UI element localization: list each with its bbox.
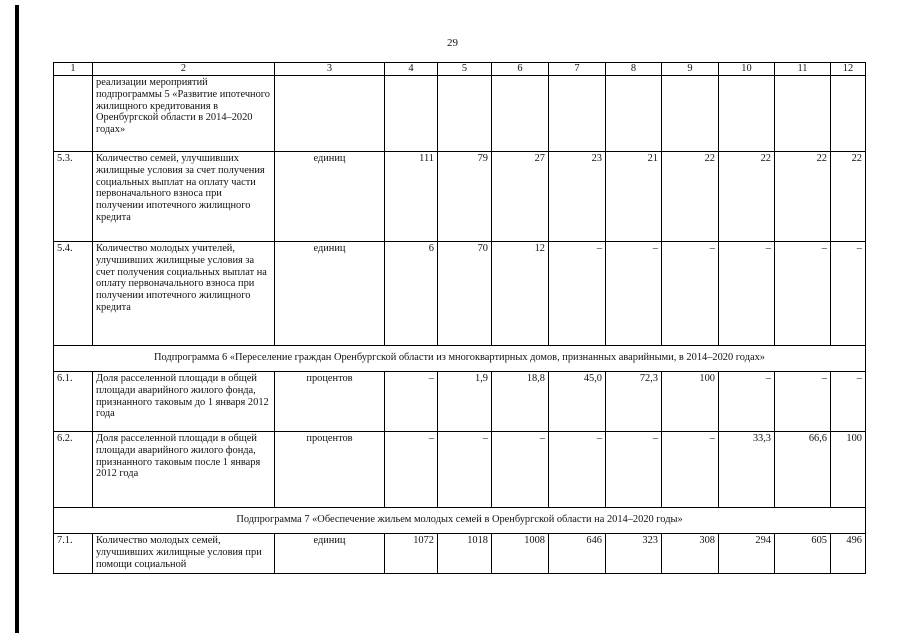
indicator-value: – (775, 242, 831, 346)
indicator-code: 5.4. (54, 242, 93, 346)
table-row (54, 76, 866, 152)
page-number: 29 (447, 37, 458, 49)
column-number-row (54, 63, 866, 76)
indicator-value: – (385, 432, 438, 508)
subprogram-title: Подпрограмма 7 «Обеспечение жильем молодых семей в Оренбургской области на 2014–2020 годы» (54, 508, 866, 534)
column-number-11: 11 (775, 63, 831, 76)
indicator-value: – (662, 432, 719, 508)
indicator-value: 22 (775, 152, 831, 242)
indicator-value: 100 (831, 432, 866, 508)
indicator-value: – (549, 432, 606, 508)
column-number-4: 4 (385, 63, 438, 76)
indicator-value: – (606, 432, 662, 508)
subprogram-title: Подпрограмма 6 «Переселение граждан Оренбургской области из многоквартирных домов, признанных аварийными, в 2014–2020 годах» (54, 346, 866, 372)
column-number-2: 2 (93, 63, 275, 76)
indicator-value: 646 (549, 534, 606, 574)
indicator-value: 496 (831, 534, 866, 574)
table-row (54, 432, 866, 508)
indicator-code (54, 76, 93, 152)
indicator-value: 1072 (385, 534, 438, 574)
column-number-9: 9 (662, 63, 719, 76)
indicator-unit: процентов (275, 372, 385, 432)
table-row (54, 152, 866, 242)
column-number-6: 6 (492, 63, 549, 76)
indicator-value: 22 (831, 152, 866, 242)
indicator-value: – (775, 372, 831, 432)
indicator-value: 12 (492, 242, 549, 346)
indicator-name: Количество семей, улучшивших жилищные условия за счет получения социальных выплат на оплату части первоначального взноса при получении ипотечного жилищного кредита (93, 152, 275, 242)
indicator-value: 27 (492, 152, 549, 242)
indicator-value: 1,9 (438, 372, 492, 432)
indicator-name: Доля расселенной площади в общей площади аварийного жилого фонда, признанного таковым до 1 января 2012 года (93, 372, 275, 432)
table-row (54, 534, 866, 574)
indicator-unit: единиц (275, 152, 385, 242)
indicator-value: 45,0 (549, 372, 606, 432)
indicator-value: 22 (662, 152, 719, 242)
indicator-value: 79 (438, 152, 492, 242)
column-number-10: 10 (719, 63, 775, 76)
indicator-value (492, 76, 549, 152)
indicator-name: Количество молодых учителей, улучшивших жилищные условия за счет получения социальных выплат на оплату первоначального взноса при получении ипотечного жилищного кредита (93, 242, 275, 346)
indicator-value: 308 (662, 534, 719, 574)
indicator-code: 7.1. (54, 534, 93, 574)
indicator-value (549, 76, 606, 152)
indicator-name: реализации мероприятий подпрограммы 5 «Развитие ипотечного жилищного кредитования в Оренбургской области в 2014–2020 годах» (93, 76, 275, 152)
indicator-value: 18,8 (492, 372, 549, 432)
indicator-unit (275, 76, 385, 152)
indicator-value: – (719, 242, 775, 346)
indicator-value: 111 (385, 152, 438, 242)
indicator-value: – (662, 242, 719, 346)
indicator-value: – (606, 242, 662, 346)
indicator-code: 5.3. (54, 152, 93, 242)
indicator-value: – (719, 372, 775, 432)
indicator-value: 323 (606, 534, 662, 574)
indicator-value: 294 (719, 534, 775, 574)
indicator-unit: единиц (275, 534, 385, 574)
indicator-value (719, 76, 775, 152)
indicator-code: 6.2. (54, 432, 93, 508)
indicator-value: – (831, 242, 866, 346)
column-number-7: 7 (549, 63, 606, 76)
indicator-unit: единиц (275, 242, 385, 346)
binding-edge (15, 5, 19, 633)
indicator-code: 6.1. (54, 372, 93, 432)
indicator-value: 605 (775, 534, 831, 574)
indicator-value (662, 76, 719, 152)
indicator-value: 72,3 (606, 372, 662, 432)
column-number-1: 1 (54, 63, 93, 76)
indicator-value: 33,3 (719, 432, 775, 508)
indicator-value: 70 (438, 242, 492, 346)
table-body (54, 76, 866, 574)
indicator-value: 66,6 (775, 432, 831, 508)
subprogram-header-row (54, 508, 866, 534)
indicator-value: 23 (549, 152, 606, 242)
table-row (54, 242, 866, 346)
indicator-value: 1018 (438, 534, 492, 574)
indicator-value: – (492, 432, 549, 508)
indicator-value: – (438, 432, 492, 508)
indicator-unit: процентов (275, 432, 385, 508)
indicator-value: 22 (719, 152, 775, 242)
column-number-12: 12 (831, 63, 866, 76)
indicator-name: Доля расселенной площади в общей площади аварийного жилого фонда, признанного таковым после 1 января 2012 года (93, 432, 275, 508)
indicator-value: 21 (606, 152, 662, 242)
indicator-value: 6 (385, 242, 438, 346)
column-number-3: 3 (275, 63, 385, 76)
indicator-value: 1008 (492, 534, 549, 574)
indicator-value (385, 76, 438, 152)
indicator-value: – (549, 242, 606, 346)
indicator-value (606, 76, 662, 152)
indicator-name: Количество молодых семей, улучшивших жилищные условия при помощи социальной (93, 534, 275, 574)
indicator-value (831, 76, 866, 152)
subprogram-header-row (54, 346, 866, 372)
column-number-8: 8 (606, 63, 662, 76)
indicator-value (438, 76, 492, 152)
indicator-value: – (385, 372, 438, 432)
indicator-value (775, 76, 831, 152)
table-row (54, 372, 866, 432)
indicator-value: 100 (662, 372, 719, 432)
indicator-value: – (831, 372, 866, 432)
indicators-table (53, 62, 866, 574)
column-number-5: 5 (438, 63, 492, 76)
